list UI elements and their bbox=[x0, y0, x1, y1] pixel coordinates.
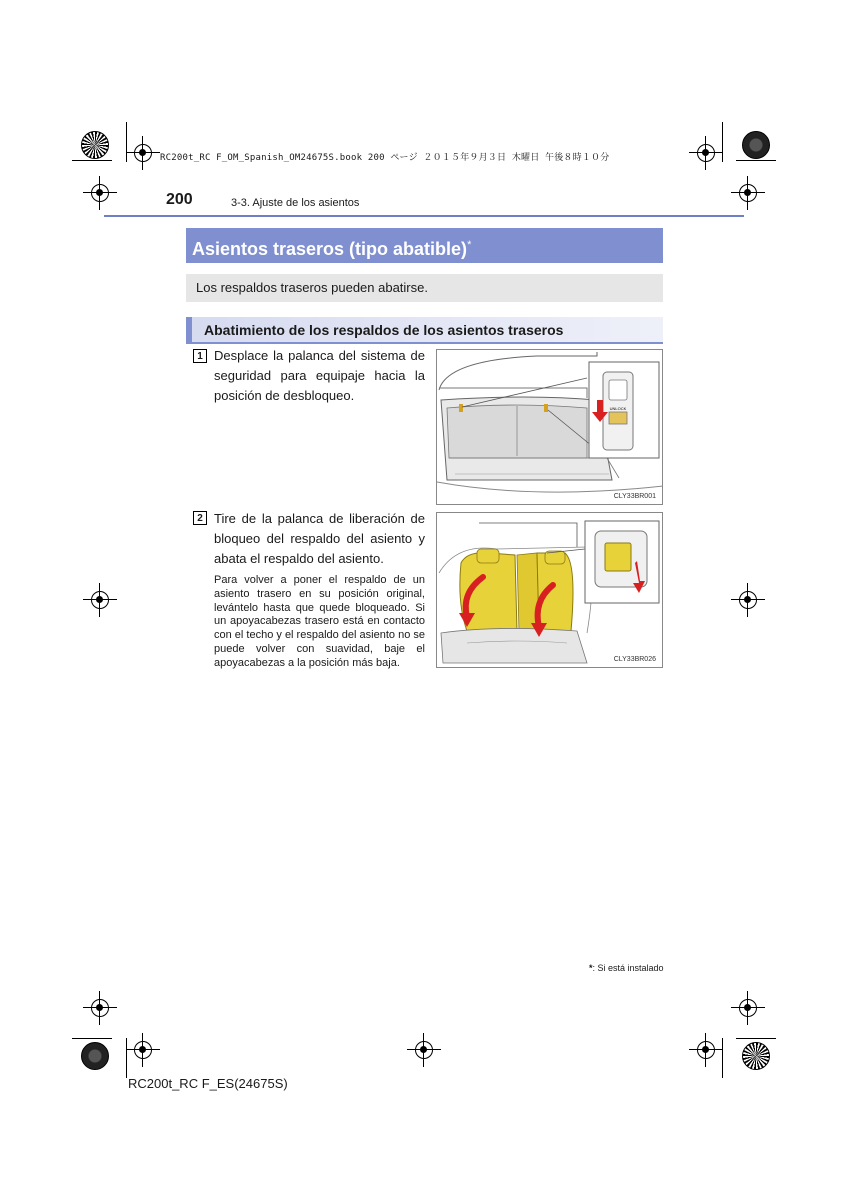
footnote bbox=[589, 963, 664, 973]
lever-knob bbox=[609, 412, 627, 424]
left-headrest bbox=[477, 549, 499, 563]
page-number: 200 bbox=[166, 191, 193, 208]
subheading: Abatimiento de los respaldos de los asientos traseros bbox=[186, 317, 663, 342]
footnote-text: : Si está instalado bbox=[592, 963, 664, 973]
registration-mark-icon bbox=[91, 999, 109, 1017]
registration-mark-icon bbox=[134, 144, 152, 162]
registration-mark-icon bbox=[91, 591, 109, 609]
title-mark: * bbox=[467, 239, 472, 251]
crop-mark bbox=[736, 1038, 776, 1039]
intro-box: Los respaldos traseros pueden abatirse. bbox=[186, 274, 663, 302]
trunk-illustration bbox=[437, 350, 663, 505]
registration-mark-icon bbox=[134, 1041, 152, 1059]
color-rosette-icon bbox=[742, 131, 770, 159]
section-label: 3-3. Ajuste de los asientos bbox=[231, 197, 360, 209]
subheading-rule bbox=[186, 342, 663, 344]
crop-mark bbox=[722, 122, 723, 162]
color-rosette-icon bbox=[81, 1042, 109, 1070]
seat-lock-icon bbox=[459, 404, 463, 412]
release-lever bbox=[605, 543, 631, 571]
figure-trunk-lever bbox=[436, 349, 663, 505]
crop-mark bbox=[72, 1038, 112, 1039]
step-text: Tire de la palanca de liberación de bloqueo del respaldo del asiento y abata el respaldo del asiento. bbox=[214, 511, 425, 566]
crop-mark bbox=[72, 160, 112, 161]
registration-mark-icon bbox=[739, 184, 757, 202]
step-text: Desplace la palanca del sistema de seguridad para equipaje hacia la posición de desbloqueo. bbox=[214, 348, 425, 403]
crop-mark bbox=[126, 1038, 127, 1078]
lever-label: UNLOCK bbox=[609, 406, 627, 411]
footer-code: RC200t_RC F_ES(24675S) bbox=[128, 1076, 288, 1091]
step-number: 2 bbox=[193, 511, 207, 525]
registration-mark-icon bbox=[739, 591, 757, 609]
crop-mark bbox=[126, 122, 127, 162]
crop-mark bbox=[722, 1038, 723, 1078]
registration-mark-icon bbox=[415, 1041, 433, 1059]
page-title bbox=[186, 228, 663, 263]
color-rosette-icon bbox=[81, 131, 109, 159]
registration-mark-icon bbox=[739, 999, 757, 1017]
color-rosette-icon bbox=[742, 1042, 770, 1070]
header-rule bbox=[104, 215, 744, 217]
registration-mark-icon bbox=[697, 1041, 715, 1059]
footnote-mark: * bbox=[589, 963, 593, 973]
print-info: RC200t_RC F_OM_Spanish_OM24675S.book 200 ページ ２０１５年９月３日 木曜日 午後８時１０分 bbox=[160, 153, 610, 163]
figure-code: CLY33BR026 bbox=[613, 656, 656, 663]
figure-code: CLY33BR001 bbox=[613, 493, 656, 500]
seat-lock-icon bbox=[544, 404, 548, 412]
figure-seatback-fold bbox=[436, 512, 663, 668]
step-number: 1 bbox=[193, 349, 207, 363]
registration-mark-icon bbox=[697, 144, 715, 162]
seat-illustration bbox=[437, 513, 663, 668]
registration-mark-icon bbox=[91, 184, 109, 202]
crop-mark bbox=[736, 160, 776, 161]
title-text: Asientos traseros (tipo abatible) bbox=[192, 239, 468, 259]
step-note: Para volver a poner el respaldo de un asiento trasero en su posición original, levántelo hasta que quede bloqueado. Si un apoyacabezas trasero está en contacto con el techo y el respaldo del asiento no se puede volver con suavidad, baje el apoyacabezas a la posición más baja. bbox=[214, 574, 425, 669]
